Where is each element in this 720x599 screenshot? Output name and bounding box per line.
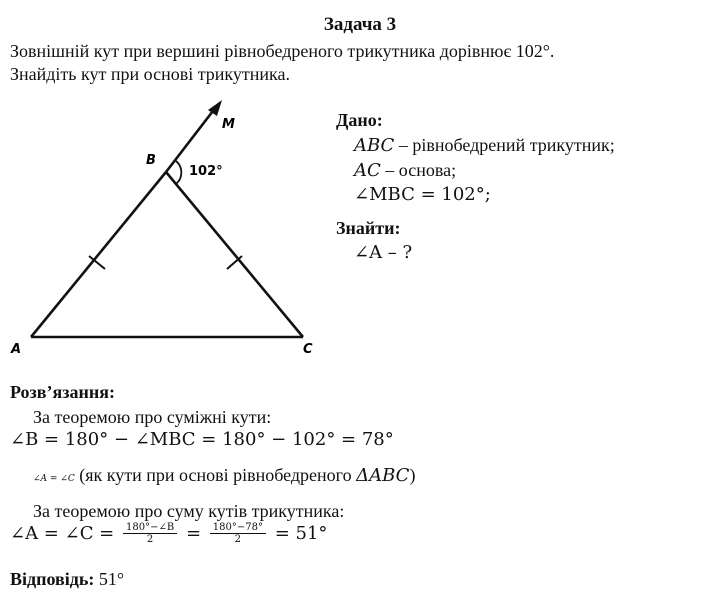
solution-step-2 <box>33 464 415 490</box>
label-m: M <box>222 117 235 132</box>
given-line-1 <box>354 134 615 157</box>
angle-label: 102° <box>189 164 223 179</box>
triangle-figure <box>0 95 330 365</box>
solution-step-1-math: ∠B = 180° − ∠MBC = 180° − 102° = 78° <box>10 429 394 450</box>
fraction-2-denominator: 2 <box>234 534 242 545</box>
fraction-2 <box>210 522 266 546</box>
solution-step-3-text: За теоремою про суму кутів трикутника: <box>33 501 345 521</box>
fraction-2-numerator: 180°−78° <box>210 522 266 534</box>
side-ab <box>31 172 166 337</box>
task-statement <box>10 40 710 86</box>
statement-line-2: Знайдіть кут при основі трикутника. <box>10 64 291 84</box>
find-line-1: ∠A – ? <box>354 242 413 263</box>
step-2-end: ) <box>409 465 416 485</box>
given-line-1-text: – рівнобедрений трикутник; <box>394 135 615 155</box>
answer-value: 51° <box>94 569 125 589</box>
given-line-3: ∠MBC = 102°; <box>354 184 491 205</box>
given-line-2-text: – основа; <box>380 160 457 180</box>
step-2-math: ΔABC <box>356 465 410 486</box>
fraction-1 <box>123 522 177 546</box>
label-c: C <box>303 342 313 357</box>
fraction-1-denominator: 2 <box>146 534 154 545</box>
answer-label: Відповідь: <box>10 569 95 589</box>
solution-step-1-text: За теоремою про суміжні кути: <box>33 407 272 427</box>
given-heading: Дано: <box>336 110 383 130</box>
label-a: A <box>11 342 22 357</box>
label-b: B <box>146 153 156 168</box>
angle-arc <box>176 161 181 184</box>
statement-line-1: Зовнішній кут при вершині рівнобедреного трикутника дорівнює 102°. <box>10 41 555 61</box>
fraction-1-numerator: 180°−∠B <box>123 522 177 534</box>
step-3-lhs: ∠A = ∠C = <box>10 523 115 544</box>
given-line-2-math: AC <box>354 160 381 181</box>
step-3-result: = 51° <box>274 523 328 544</box>
side-bc <box>166 172 303 337</box>
find-heading: Знайти: <box>336 218 401 238</box>
ray-bm <box>166 107 216 172</box>
answer-line <box>10 568 124 590</box>
given-line-1-math: ABC <box>354 135 395 156</box>
solution-step-3-math <box>10 522 327 546</box>
given-line-2 <box>354 159 456 182</box>
solution-heading: Розв’язання: <box>10 382 115 402</box>
task-title: Задача 3 <box>323 14 397 35</box>
step-2-small-math: ∠A = ∠C <box>33 474 75 484</box>
step-2-text: (як кути при основі рівнобедреного <box>74 465 357 485</box>
step-3-equals: = <box>185 523 202 544</box>
